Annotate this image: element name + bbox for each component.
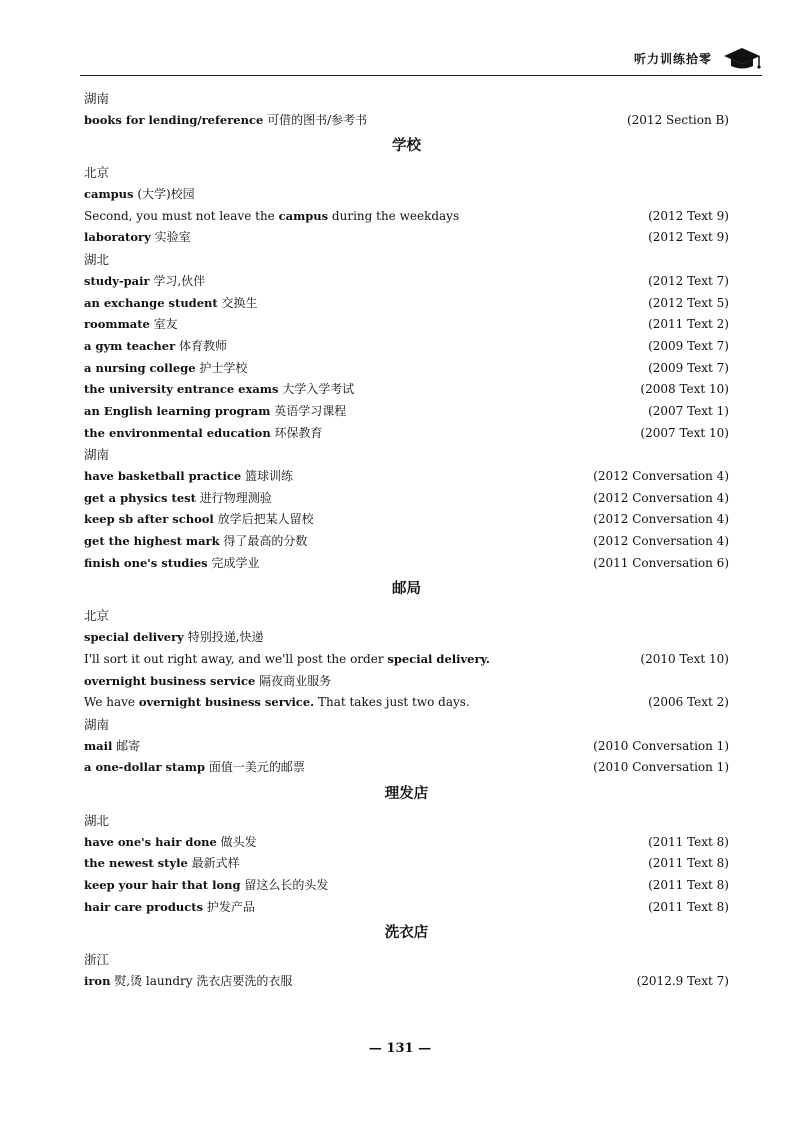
gloss: 隔夜商业服务	[255, 673, 332, 688]
region-label: 湖北	[84, 812, 110, 828]
entry-text	[84, 897, 255, 919]
gloss: 做头发	[216, 834, 257, 849]
gloss: 护士学校	[195, 360, 248, 375]
entry-source: (2011 Conversation 6)	[593, 555, 729, 570]
entry-source: (2007 Text 1)	[648, 403, 729, 418]
term: the environmental education	[84, 425, 271, 440]
region-label: 湖南	[84, 91, 110, 106]
entry-source: (2011 Text 2)	[648, 317, 729, 332]
page-content	[84, 88, 729, 993]
entry-source: (2009 Text 7)	[648, 360, 729, 375]
entry-source: (2010 Conversation 1)	[593, 760, 729, 775]
entry-source: (2007 Text 10)	[640, 425, 729, 440]
gloss: We have	[84, 695, 139, 710]
entry-row	[84, 336, 729, 358]
graduation-cap-icon	[722, 40, 762, 70]
entry-text	[84, 271, 205, 293]
entry-row	[84, 875, 729, 897]
entry-text	[84, 206, 459, 228]
entry-text	[84, 853, 240, 875]
term: the newest style	[84, 856, 188, 871]
entry-source: (2010 Text 10)	[640, 651, 729, 666]
section-title: 洗衣店	[384, 924, 429, 942]
region-label: 湖南	[84, 716, 110, 732]
entry-source: (2012 Text 7)	[648, 273, 729, 288]
entry-row	[84, 692, 729, 714]
entry-text	[84, 832, 257, 854]
entry-text	[84, 336, 227, 358]
entry-source: (2012 Conversation 4)	[593, 490, 729, 505]
gloss: 学习,伙伴	[149, 273, 206, 288]
page-header	[80, 40, 762, 76]
term: have one's hair done	[84, 834, 217, 849]
entry-source: (2011 Text 8)	[648, 878, 729, 892]
gloss: I'll sort it out right away, and we'll post the order	[84, 651, 388, 666]
gloss: 得了最高的分数	[219, 534, 308, 549]
gloss: 特别投递,快递	[183, 630, 264, 645]
gloss: 进行物理测验	[195, 490, 272, 505]
entry-source: (2011 Text 8)	[648, 899, 729, 914]
entry-source: (2011 Text 8)	[648, 856, 729, 871]
section-title: 学校	[392, 137, 421, 155]
entry-row	[84, 401, 729, 423]
entry-row	[84, 271, 729, 293]
entry-row	[84, 671, 729, 693]
entry-row	[84, 627, 729, 649]
term: an English learning program	[84, 403, 271, 418]
entry-source: (2012 Text 9)	[648, 208, 729, 223]
term: special delivery	[84, 630, 184, 645]
entry-text	[84, 736, 140, 758]
term: overnight business service.	[138, 695, 315, 710]
term: a nursing college	[84, 360, 196, 375]
entry-text	[84, 379, 354, 401]
entry-source: (2012 Conversation 4)	[593, 534, 729, 549]
entry-row	[84, 736, 729, 758]
entry-row	[84, 379, 729, 401]
gloss: 篮球训练	[241, 469, 293, 483]
header-rule	[80, 75, 762, 76]
gloss: 英语学习课程	[270, 403, 347, 418]
entry-row	[84, 227, 729, 249]
entry-row	[84, 509, 729, 531]
entry-text	[84, 488, 272, 510]
entry-text	[84, 553, 259, 575]
term: study-pair	[84, 273, 150, 288]
gloss: 熨,烫 laundry 洗衣店要洗的衣服	[110, 974, 293, 989]
section-title: 邮局	[392, 580, 421, 598]
entry-text	[84, 466, 293, 488]
term: get a physics test	[84, 490, 196, 505]
term: the university entrance exams	[84, 382, 279, 397]
entry-row	[84, 358, 729, 380]
entry-source: (2006 Text 2)	[648, 695, 729, 710]
entry-text	[84, 423, 323, 445]
entry-text	[84, 649, 490, 671]
gloss: during the weekdays	[328, 208, 460, 223]
entry-row	[84, 553, 729, 575]
entry-text	[84, 875, 328, 897]
gloss: 护发产品	[203, 899, 255, 914]
section-title: 理发店	[384, 784, 429, 802]
entry-text	[84, 671, 331, 693]
entry-row	[84, 293, 729, 315]
region-label: 浙江	[84, 952, 110, 968]
entry-text	[84, 227, 191, 249]
entry-row	[84, 649, 729, 671]
entry-source: (2012.9 Text 7)	[636, 974, 729, 989]
gloss: 大学入学考试	[278, 382, 355, 397]
term: get the highest mark	[84, 534, 220, 549]
entry-source: (2012 Section B)	[626, 112, 729, 127]
entry-text	[84, 314, 178, 336]
entry-source: (2009 Text 7)	[648, 338, 729, 353]
gloss: 邮寄	[112, 738, 141, 753]
entry-row	[84, 832, 729, 854]
entry-source: (2012 Conversation 4)	[593, 512, 729, 527]
entry-row	[84, 531, 729, 553]
gloss: 交换生	[217, 295, 258, 310]
entry-source: (2012 Conversation 4)	[593, 469, 729, 483]
term: keep sb after school	[84, 512, 214, 527]
entry-source: (2012 Text 9)	[648, 230, 729, 245]
entry-row	[84, 897, 729, 919]
entry-text	[84, 401, 346, 423]
region-label: 北京	[84, 608, 110, 624]
entry-text	[84, 293, 258, 315]
entry-text	[84, 627, 264, 649]
entry-row	[84, 423, 729, 445]
entry-source: (2008 Text 10)	[640, 382, 729, 397]
region-label: 湖南	[84, 447, 110, 463]
entry-source: (2011 Text 8)	[648, 834, 729, 849]
term: overnight business service	[84, 673, 256, 688]
term: roommate	[84, 317, 150, 332]
region-label: 北京	[84, 165, 110, 181]
term: mail	[84, 738, 113, 753]
entry-row	[84, 206, 729, 228]
entry-text	[84, 358, 247, 380]
gloss: (大学)校园	[133, 187, 195, 202]
entry-row	[84, 488, 729, 510]
gloss: Second, you must not leave the	[84, 208, 279, 223]
gloss: 留这么长的头发	[240, 878, 329, 892]
term: a one-dollar stamp	[84, 760, 205, 775]
entry-row	[84, 110, 729, 132]
entry-text	[84, 509, 314, 531]
term: keep your hair that long	[84, 878, 241, 892]
term: a gym teacher	[84, 338, 176, 353]
term: laboratory	[84, 230, 151, 245]
region-label: 湖北	[84, 252, 110, 268]
term: campus	[278, 208, 329, 223]
term: special delivery.	[387, 651, 490, 666]
entry-text	[84, 110, 367, 132]
term: hair care products	[84, 899, 204, 914]
term: books for lending/reference	[84, 112, 264, 127]
gloss: 环保教育	[270, 425, 323, 440]
gloss: 完成学业	[207, 555, 260, 570]
entry-text	[84, 757, 305, 779]
gloss: 面值一美元的邮票	[205, 760, 305, 775]
entry-row	[84, 314, 729, 336]
gloss: 可借的图书/参考书	[263, 112, 368, 127]
page-number: — 131 —	[368, 1041, 432, 1056]
gloss: That takes just two days.	[314, 695, 470, 710]
entry-text	[84, 184, 195, 206]
gloss: 体育教师	[175, 338, 227, 353]
entry-text	[84, 692, 470, 714]
term: finish one's studies	[84, 555, 208, 570]
entry-text	[84, 971, 292, 993]
term: iron	[84, 974, 111, 989]
entry-source: (2012 Text 5)	[648, 295, 729, 310]
term: an exchange student	[84, 295, 218, 310]
entry-row	[84, 184, 729, 206]
gloss: 放学后把某人留校	[213, 512, 314, 527]
entry-row	[84, 757, 729, 779]
term: have basketball practice	[84, 469, 242, 483]
entry-row	[84, 853, 729, 875]
entry-row	[84, 466, 729, 488]
entry-text	[84, 531, 307, 553]
gloss: 实验室	[150, 230, 191, 245]
header-title: 听力训练拾零	[633, 52, 712, 66]
gloss: 最新式样	[187, 856, 240, 871]
entry-source: (2010 Conversation 1)	[593, 738, 729, 753]
term: campus	[84, 187, 134, 202]
gloss: 室友	[149, 317, 178, 332]
entry-row	[84, 971, 729, 993]
